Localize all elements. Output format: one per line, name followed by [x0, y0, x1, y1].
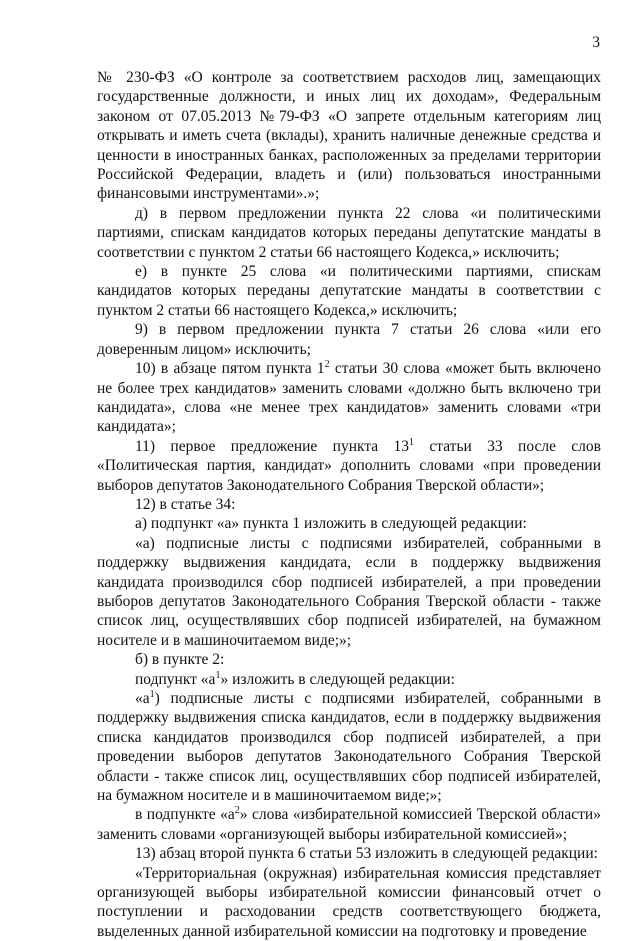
paragraph — [97, 359, 601, 437]
paragraph — [97, 437, 601, 495]
paragraph: «а) подписные листы с подписями избирателей, собранными в поддержку выдвижения кандидата, если в поддержку выдвижения кандидата производился сбор подписей избирателей, а при проведении выборов депутатов Законодательного Собрания Тверской области - также список лиц, осуществлявших сбор подписей избирателей, на бумажном носителе и в машиночитаемом виде;»; — [97, 534, 601, 649]
paragraph-text: статьи 30 слова «может быть включено не более трех кандидатов» заменить словами «должно быть включено три кандидата», слова «не менее трех кандидатов» заменить словами «три кандидата»; — [97, 360, 601, 436]
paragraph-text: подпункт «а — [135, 670, 216, 688]
paragraph-text: 11) первое предложение пункта 13 — [135, 437, 410, 455]
superscript-index: 2 — [324, 358, 330, 370]
paragraph: 12) в статье 34: — [135, 495, 236, 513]
paragraph: «Территориальная (окружная) избирательная комиссия представляет организующей выборы избирательной комиссии финансовый отчет о поступлении и расходовании средств соответствующего бюджета, выделенных данной избирательной комиссии на подготовку и проведение — [97, 864, 601, 940]
paragraph — [97, 805, 601, 844]
paragraph-text: статьи 33 после слов «Политическая партия, кандидат» дополнить словами «при проведении выборов депутатов Законодательного Собрания Тверской области»; — [97, 437, 601, 494]
superscript-index: 1 — [149, 688, 155, 700]
paragraph-text: «а — [135, 690, 150, 707]
superscript-index: 2 — [234, 805, 240, 817]
superscript-index: 1 — [215, 669, 221, 681]
paragraph-text: ) подписные листы с подписями избирателей, собранными в поддержку выдвижения списка кандидатов, если в поддержку выдвижения списка кандидатов производился сбор подписей избирателей, а при проведении выборов депутатов Законодательного Собрания Тверской области - также список лиц, осуществлявших сбор подписей избирателей, на бумажном носителе и в машиночитаемом виде;»; — [97, 690, 601, 805]
paragraph — [97, 689, 601, 805]
paragraph-text: » изложить в следующей редакции: — [220, 670, 455, 688]
paragraph: 9) в первом предложении пункта 7 статьи 26 слова «или его доверенным лицом» исключить; — [97, 321, 601, 358]
paragraph-text: в подпункте «а — [135, 806, 235, 824]
document-body — [97, 68, 601, 941]
page-number: 3 — [592, 34, 600, 51]
paragraph: № 230-ФЗ «О контроле за соответствием расходов лиц, замещающих государственные должности, и иных лиц их доходам», Федеральным законом от 07.05.2013 №79-ФЗ «О запрете отдельным категориям лиц открывать и иметь счета (вклады), хранить наличные денежные средства и ценности в иностранных банках, расположенных за пределами территории Российской Федерации, владеть и (или) пользоваться иностранными финансовыми инструментами».»; — [97, 69, 601, 203]
paragraph: б) в пункте 2: — [135, 651, 225, 669]
paragraph: а) подпункт «а» пункта 1 изложить в следующей редакции: — [135, 515, 527, 533]
superscript-index: 1 — [409, 436, 415, 448]
paragraph: е) в пункте 25 слова «и политическими партиями, спискам кандидатов которых переданы депутатские мандаты в соответствии с пунктом 2 статьи 66 настоящего Кодекса,» исключить; — [97, 263, 601, 319]
paragraph-text: 10) в абзаце пятом пункта 1 — [135, 360, 325, 378]
paragraph — [97, 670, 601, 689]
paragraph: д) в первом предложении пункта 22 слова «и политическими партиями, спискам кандидатов которых переданы депутатские мандаты в соответствии с пунктом 2 статьи 66 настоящего Кодекса,» исключить; — [97, 204, 601, 261]
paragraph-text: » слова «избирательной комиссией Тверской области» заменить словами «организующей выборы избирательной комиссией»; — [97, 806, 601, 843]
paragraph: 13) абзац второй пункта 6 статьи 53 изложить в следующей редакции: — [135, 845, 598, 863]
